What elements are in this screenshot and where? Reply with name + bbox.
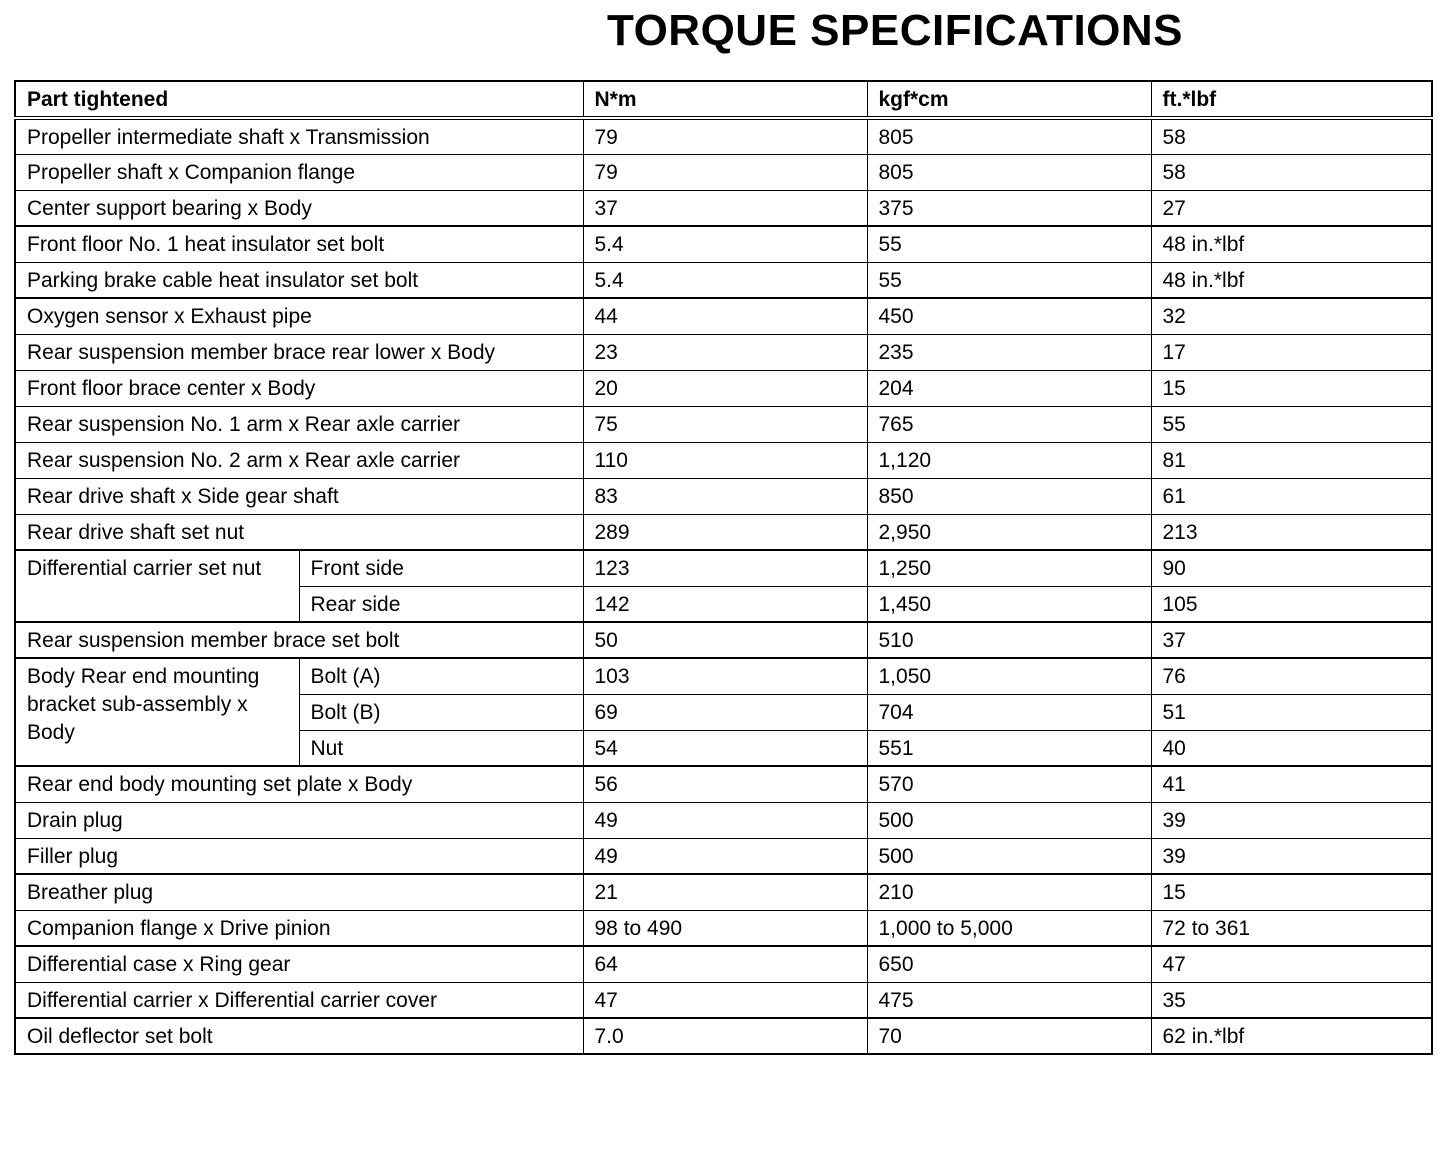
part-cell: Drain plug [15,802,583,838]
table-row [15,406,1432,442]
kgfcm-cell: 375 [867,190,1151,226]
part-cell: Rear suspension member brace set bolt [15,622,583,658]
ftlbf-cell: 58 [1151,118,1432,154]
kgfcm-cell: 704 [867,694,1151,730]
ftlbf-cell: 41 [1151,766,1432,802]
table-row [15,946,1432,982]
nm-cell: 5.4 [583,226,867,262]
part-cell: Companion flange x Drive pinion [15,910,583,946]
ftlbf-cell: 39 [1151,802,1432,838]
table-row [15,118,1432,154]
nm-cell: 83 [583,478,867,514]
kgfcm-cell: 510 [867,622,1151,658]
nm-cell: 56 [583,766,867,802]
kgfcm-cell: 805 [867,154,1151,190]
kgfcm-cell: 805 [867,118,1151,154]
nm-cell: 7.0 [583,1018,867,1054]
part-cell: Rear suspension member brace rear lower x Body [15,334,583,370]
kgfcm-cell: 765 [867,406,1151,442]
nm-cell: 37 [583,190,867,226]
table-row [15,190,1432,226]
nm-cell: 123 [583,550,867,586]
part-cell: Rear suspension No. 2 arm x Rear axle carrier [15,442,583,478]
kgfcm-cell: 2,950 [867,514,1151,550]
sub-part-cell: Bolt (B) [299,694,583,730]
ftlbf-cell: 105 [1151,586,1432,622]
column-header-nm: N*m [583,81,867,118]
part-cell: Oil deflector set bolt [15,1018,583,1054]
ftlbf-cell: 213 [1151,514,1432,550]
kgfcm-cell: 475 [867,982,1151,1018]
nm-cell: 69 [583,694,867,730]
column-header-kgfcm: kgf*cm [867,81,1151,118]
nm-cell: 49 [583,838,867,874]
table-row [15,622,1432,658]
kgfcm-cell: 70 [867,1018,1151,1054]
ftlbf-cell: 40 [1151,730,1432,766]
part-cell: Differential carrier x Differential carrier cover [15,982,583,1018]
ftlbf-cell: 48 in.*lbf [1151,226,1432,262]
nm-cell: 47 [583,982,867,1018]
ftlbf-cell: 58 [1151,154,1432,190]
part-cell: Rear drive shaft x Side gear shaft [15,478,583,514]
table-row [15,334,1432,370]
table-row [15,226,1432,262]
kgfcm-cell: 1,250 [867,550,1151,586]
part-cell: Front floor brace center x Body [15,370,583,406]
kgfcm-cell: 204 [867,370,1151,406]
ftlbf-cell: 17 [1151,334,1432,370]
part-cell: Propeller intermediate shaft x Transmission [15,118,583,154]
ftlbf-cell: 55 [1151,406,1432,442]
nm-cell: 98 to 490 [583,910,867,946]
nm-cell: 142 [583,586,867,622]
kgfcm-cell: 1,000 to 5,000 [867,910,1151,946]
part-cell: Center support bearing x Body [15,190,583,226]
table-row [15,766,1432,802]
column-header-ftlbf: ft.*lbf [1151,81,1432,118]
table-row [15,658,1432,694]
kgfcm-cell: 1,450 [867,586,1151,622]
kgfcm-cell: 551 [867,730,1151,766]
table-row [15,370,1432,406]
kgfcm-cell: 235 [867,334,1151,370]
column-header-part: Part tightened [15,81,583,118]
nm-cell: 49 [583,802,867,838]
nm-cell: 44 [583,298,867,334]
part-cell: Differential carrier set nut [15,550,299,622]
ftlbf-cell: 15 [1151,874,1432,910]
table-row [15,442,1432,478]
table-row [15,154,1432,190]
kgfcm-cell: 55 [867,226,1151,262]
kgfcm-cell: 500 [867,802,1151,838]
ftlbf-cell: 48 in.*lbf [1151,262,1432,298]
part-cell: Rear end body mounting set plate x Body [15,766,583,802]
part-cell: Breather plug [15,874,583,910]
nm-cell: 103 [583,658,867,694]
nm-cell: 54 [583,730,867,766]
nm-cell: 110 [583,442,867,478]
table-row [15,1018,1432,1054]
kgfcm-cell: 1,050 [867,658,1151,694]
page-title: TORQUE SPECIFICATIONS [607,6,1184,55]
table-row [15,874,1432,910]
nm-cell: 20 [583,370,867,406]
part-cell: Rear suspension No. 1 arm x Rear axle carrier [15,406,583,442]
nm-cell: 64 [583,946,867,982]
part-cell: Oxygen sensor x Exhaust pipe [15,298,583,334]
sub-part-cell: Rear side [299,586,583,622]
ftlbf-cell: 47 [1151,946,1432,982]
sub-part-cell: Bolt (A) [299,658,583,694]
part-cell: Rear drive shaft set nut [15,514,583,550]
table-row [15,802,1432,838]
sub-part-cell: Front side [299,550,583,586]
ftlbf-cell: 72 to 361 [1151,910,1432,946]
ftlbf-cell: 61 [1151,478,1432,514]
kgfcm-cell: 570 [867,766,1151,802]
ftlbf-cell: 90 [1151,550,1432,586]
part-cell: Body Rear end mounting bracket sub-assembly x Body [15,658,299,766]
nm-cell: 21 [583,874,867,910]
table-row [15,982,1432,1018]
part-cell: Front floor No. 1 heat insulator set bolt [15,226,583,262]
kgfcm-cell: 650 [867,946,1151,982]
ftlbf-cell: 37 [1151,622,1432,658]
kgfcm-cell: 500 [867,838,1151,874]
table-row [15,514,1432,550]
nm-cell: 79 [583,154,867,190]
ftlbf-cell: 35 [1151,982,1432,1018]
part-cell: Propeller shaft x Companion flange [15,154,583,190]
nm-cell: 5.4 [583,262,867,298]
ftlbf-cell: 15 [1151,370,1432,406]
ftlbf-cell: 39 [1151,838,1432,874]
sub-part-cell: Nut [299,730,583,766]
nm-cell: 289 [583,514,867,550]
ftlbf-cell: 81 [1151,442,1432,478]
table-row [15,838,1432,874]
torque-spec-table [14,80,1433,1055]
nm-cell: 79 [583,118,867,154]
kgfcm-cell: 210 [867,874,1151,910]
table-row [15,298,1432,334]
kgfcm-cell: 55 [867,262,1151,298]
table-row [15,262,1432,298]
part-cell: Parking brake cable heat insulator set bolt [15,262,583,298]
ftlbf-cell: 32 [1151,298,1432,334]
nm-cell: 75 [583,406,867,442]
nm-cell: 23 [583,334,867,370]
part-cell: Differential case x Ring gear [15,946,583,982]
kgfcm-cell: 1,120 [867,442,1151,478]
ftlbf-cell: 76 [1151,658,1432,694]
table-row [15,478,1432,514]
table-header-row [15,81,1432,118]
table-row [15,550,1432,586]
table-row [15,910,1432,946]
ftlbf-cell: 62 in.*lbf [1151,1018,1432,1054]
part-cell: Filler plug [15,838,583,874]
kgfcm-cell: 450 [867,298,1151,334]
nm-cell: 50 [583,622,867,658]
ftlbf-cell: 27 [1151,190,1432,226]
ftlbf-cell: 51 [1151,694,1432,730]
kgfcm-cell: 850 [867,478,1151,514]
